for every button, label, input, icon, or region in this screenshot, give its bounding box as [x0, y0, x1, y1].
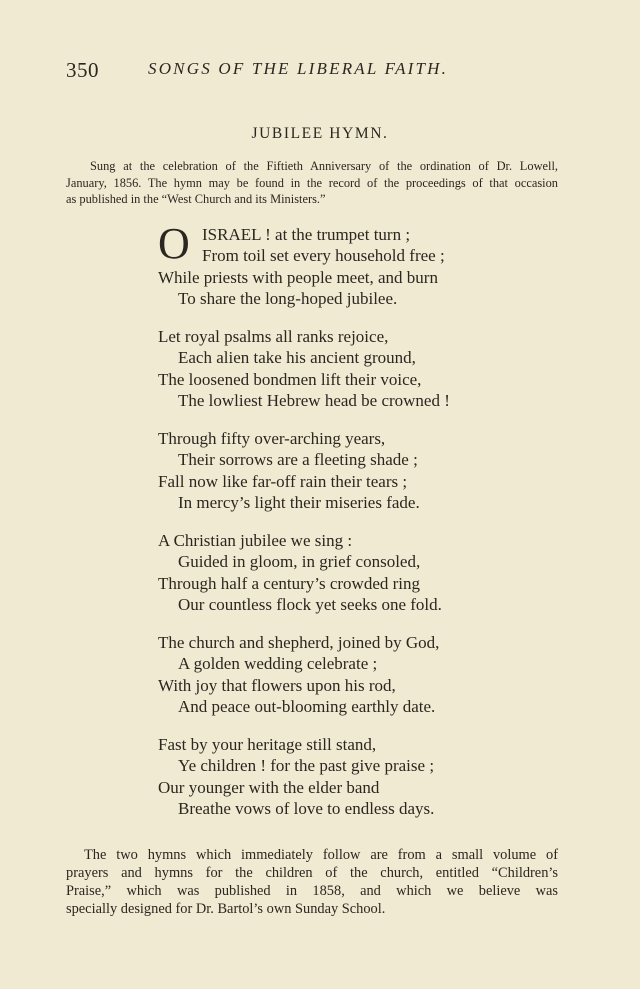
note-line: Praise,” which was published in 1858, and which we believe was — [66, 883, 558, 899]
running-head — [66, 58, 576, 84]
poem-line: Ye children ! for the past give praise ; — [178, 756, 435, 775]
poem-line: A Christian jubilee we sing : — [158, 531, 353, 550]
poem-line: Fast by your heritage still stand, — [158, 735, 377, 754]
poem-line: While priests with people meet, and burn — [158, 268, 438, 287]
poem-line: To share the long-hoped jubilee. — [178, 289, 398, 308]
poem-line: The church and shepherd, joined by God, — [158, 633, 440, 652]
poem-line: A golden wedding celebrate ; — [178, 654, 378, 673]
poem-line: And peace out-blooming earthly date. — [178, 697, 436, 716]
poem-line: Through half a century’s crowded ring — [158, 574, 420, 593]
poem-line: The lowliest Hebrew head be crowned ! — [178, 391, 450, 410]
poem-line: Breathe vows of love to endless days. — [178, 799, 435, 818]
poem-line: Fall now like far-off rain their tears ; — [158, 472, 408, 491]
poem-line: Through fifty over-arching years, — [158, 429, 386, 448]
note-line: specially designed for Dr. Bartol’s own Sunday School. — [66, 901, 386, 917]
editorial-note — [66, 846, 558, 918]
poem-line: The loosened bondmen lift their voice, — [158, 370, 422, 389]
drop-cap: O — [158, 219, 190, 268]
note-line: The two hymns which immediately follow are from a small volume of — [84, 847, 558, 863]
poem-line: From toil set every household free ; — [202, 246, 445, 265]
poem-line: In mercy’s light their miseries fade. — [178, 493, 420, 512]
poem-line: Guided in gloom, in grief consoled, — [178, 552, 421, 571]
note-line: Sung at the celebration of the Fiftieth Anniversary of the ordination of Dr. Lowell, — [90, 159, 558, 173]
poem-line: With joy that flowers upon his rod, — [158, 676, 396, 695]
poem-line: Our countless flock yet seeks one fold. — [178, 595, 442, 614]
page-number: 350 — [66, 58, 99, 82]
poem-line: Their sorrows are a fleeting shade ; — [178, 450, 418, 469]
poem-line: Each alien take his ancient ground, — [178, 348, 416, 367]
hymn-note — [66, 158, 558, 208]
poem-line: Let royal psalms all ranks rejoice, — [158, 327, 389, 346]
note-line: January, 1856. The hymn may be found in the record of the proceedings of that occasion — [66, 175, 558, 190]
hymn-title: JUBILEE HYMN. — [251, 125, 389, 142]
book-title: SONGS OF THE LIBERAL FAITH. — [148, 59, 449, 78]
poem-line: Our younger with the elder band — [158, 778, 380, 797]
note-line: as published in the “West Church and its Ministers.” — [66, 192, 326, 206]
poem-line: ISRAEL ! at the trumpet turn ; — [202, 225, 411, 244]
note-line: prayers and hymns for the children of the church, entitled “Children’s — [66, 865, 558, 881]
